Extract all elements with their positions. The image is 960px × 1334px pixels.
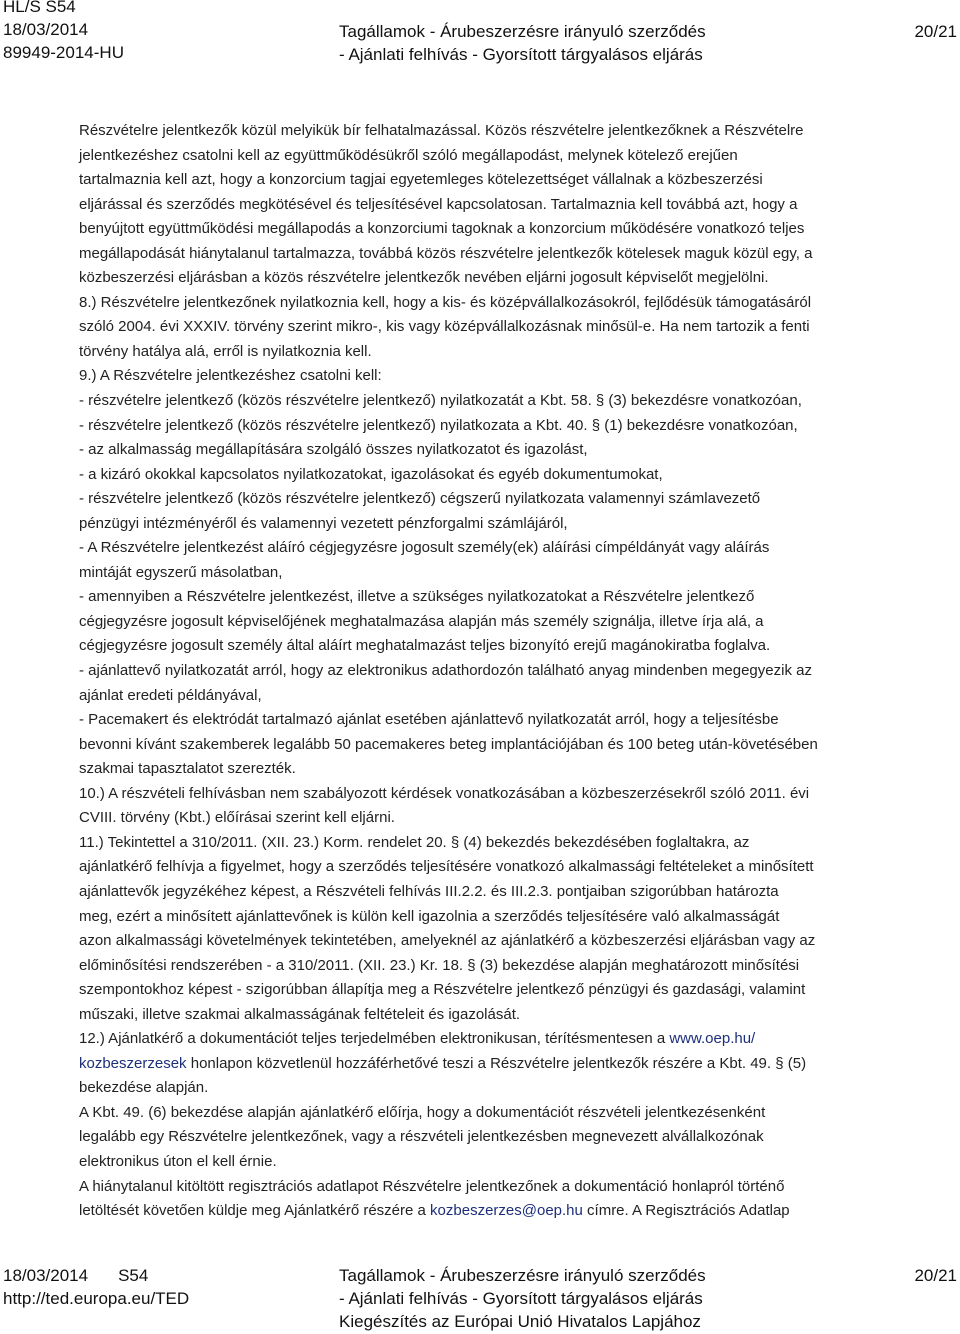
body-line-32: meg, ezért a minősített ajánlattevőnek is külön kell igazolnia a szerződés teljesítésére való alkalmasságát	[79, 907, 780, 925]
email-link[interactable]: kozbeszerzes@oep.hu	[430, 1202, 583, 1220]
link-oep-kozbeszerzesek-cont[interactable]: kozbeszerzesek	[79, 1054, 187, 1072]
header-doc-code: HL/S S54	[3, 0, 76, 16]
body-line-27: 10.) A részvételi felhívásban nem szabályozott kérdések vonatkozásában a közbeszerzésekről szóló 2011. évi	[79, 784, 810, 802]
body-line-36: műszaki, illetve szakmai alkalmasságának feltételeit és igazolását.	[79, 1005, 521, 1023]
body-line-11: - részvételre jelentkező (közös részvételre jelentkező) nyilatkozatát a Kbt. 58. § (3) bekezdésre vonatkozóan,	[79, 392, 802, 410]
body-line-22: - ajánlattevő nyilatkozatát arról, hogy az elektronikus adathordozón található anyag mindenben megegyezik az	[79, 662, 812, 680]
body-line-1: jelentkezéshez csatolni kell az együttműködésükről szóló megállapodást, melynek kötelező erejűen	[79, 146, 738, 164]
footer-page-number: 20/21	[914, 1266, 957, 1285]
document-body	[79, 119, 949, 1224]
body-line-19: - amennyiben a Részvételre jelentkezést, illetve a szükséges nyilatkozatokat a Részvételre jelentkező	[79, 588, 755, 606]
body-line-9: törvény hatálya alá, erről is nyilatkoznia kell.	[79, 342, 372, 360]
body-line-35: szempontokhoz képest - szigorúbban állapítja meg a Részvételre jelentkező pénzügyi és gazdasági, valamint	[79, 981, 806, 999]
body-lines	[79, 119, 949, 1027]
body-line-after-3: elektronikus úton el kell érnie.	[79, 1152, 277, 1170]
body-line-26: szakmai tapasztalatot szerezték.	[79, 760, 296, 778]
body-line-21: cégjegyzésre jogosult személy által aláírt meghatalmazást teljes bizonyító erejű magánokiratba foglalva.	[79, 637, 771, 655]
body-line-16: pénzügyi intézményéről és valamennyi vezetett pénzforgalmi számlájáról,	[79, 514, 568, 532]
body-line-after-4: A hiánytalanul kitöltött regisztrációs adatlapot Részvételre jelentkezőnek a dokumentáció honlapról történő	[79, 1177, 785, 1195]
body-line-10: 9.) A Részvételre jelentkezéshez csatolni kell:	[79, 367, 382, 385]
header-reference: 89949-2014-HU	[3, 43, 124, 62]
body-line-15: - részvételre jelentkező (közös részvételre jelentkező) cégszerű nyilatkozata valamennyi számlavezető	[79, 490, 761, 508]
footer-title-line-1: Tagállamok - Árubeszerzésre irányuló szerződés	[339, 1266, 706, 1285]
body-line-2: tartalmaznia kell azt, hogy a konzorcium tagjai egyetemleges kötelezettséget vállalnak a közbeszerzési	[79, 171, 763, 189]
body-line-3: eljárással és szerződés megkötésével és teljesítésével kapcsolatosan. Tartalmaznia kell továbbá azt, hogy a	[79, 195, 798, 213]
body-line-p12-1: 12.) Ajánlatkérő a dokumentációt teljes terjedelmében elektronikusan, térítésmentesen a www.oep.hu/	[79, 1030, 756, 1048]
body-line-34: előminősítési rendszerében - a 310/2011. (XII. 23.) Kr. 18. § (3) bekezdése alapján meghatározott minősítési	[79, 956, 800, 974]
body-line-29: 11.) Tekintettel a 310/2011. (XII. 23.) Korm. rendelet 20. § (4) bekezdés bekezdésében foglaltakra, az	[79, 833, 750, 851]
header-title-line-1: Tagállamok - Árubeszerzésre irányuló szerződés	[339, 22, 706, 41]
body-line-7: 8.) Részvételre jelentkezőnek nyilatkoznia kell, hogy a kis- és középvállalkozásokról, fejlődésük támogatásáról	[79, 293, 812, 311]
body-line-31: ajánlattevők jegyzékéhez képest, a Részvételi felhívás III.2.2. és III.2.3. pontjaiban szigorúbban határozta	[79, 882, 779, 900]
footer-code: S54	[118, 1266, 149, 1285]
body-line-8: szóló 2004. évi XXXIV. törvény szerint mikro-, kis vagy középvállalkozásnak minősül-e. Ha nem tartozik a fenti	[79, 318, 810, 336]
body-line-23: ajánlat eredeti példányával,	[79, 686, 262, 704]
body-line-4: benyújtott együttműködési megállapodás a konzorciumi tagoknak a konzorcium működésére vonatkozó teljes	[79, 220, 805, 238]
header-page-number: 20/21	[914, 22, 957, 41]
footer-title-line-3: Kiegészítés az Európai Unió Hivatalos Lapjához	[339, 1312, 701, 1331]
body-line-28: CVIII. törvény (Kbt.) előírásai szerint kell eljárni.	[79, 809, 395, 827]
body-line-24: - Pacemakert és elektródát tartalmazó ajánlat esetében ajánlattevő nyilatkozatát arról, hogy a teljesítésbe	[79, 711, 779, 729]
body-line-20: cégjegyzésre jogosult képviselőjének meghatalmazása alapján más személy szignálja, illetve írja alá, a	[79, 612, 764, 630]
body-line-last: letöltését követően küldje meg Ajánlatkérő részére a kozbeszerzes@oep.hu címre. A Regisztrációs Adatlap	[79, 1202, 790, 1220]
body-line-33: azon alkalmassági követelmények tekintetében, amelyeknél az ajánlatkérő a közbeszerzési eljárásban vagy az	[79, 932, 816, 950]
footer-title-block	[339, 1264, 706, 1333]
header-title-block	[339, 20, 706, 66]
body-line-30: ajánlatkérő felhívja a figyelmet, hogy a szerződés teljesítésére vonatkozó alkalmassági feltételeket a minősített	[79, 858, 814, 876]
header-date: 18/03/2014	[3, 20, 89, 39]
body-line-14: - a kizáró okokkal kapcsolatos nyilatkozatokat, igazolásokat és egyéb dokumentumokat,	[79, 465, 663, 483]
body-line-after-2: legalább egy Részvételre jelentkezőnek, vagy a részvételi jelentkezésben megnevezett alvállalkozónak	[79, 1128, 764, 1146]
body-line-12: - részvételre jelentkező (közös részvételre jelentkező) nyilatkozata a Kbt. 40. § (1) bekezdésre vonatkozóan,	[79, 416, 798, 434]
header-left-block	[3, 0, 124, 64]
footer-title-line-2: - Ajánlati felhívás - Gyorsított tárgyalásos eljárás	[339, 1289, 703, 1308]
body-line-0: Részvételre jelentkezők közül melyikük bír felhatalmazással. Közös részvételre jelentkezőknek a Részvételre	[79, 122, 804, 139]
body-line-p12-2: kozbeszerzesek honlapon közvetlenül hozzáférhetővé teszi a Részvételre jelentkezők részére a Kbt. 49. § (5)	[79, 1054, 807, 1072]
body-line-18: mintáját egyszerű másolatban,	[79, 563, 283, 581]
body-line-6: közbeszerzési eljárásban a közös részvételre jelentkezők nevében eljárni jogosult képviselőt megjelölni.	[79, 269, 769, 287]
header-title-line-2: - Ajánlati felhívás - Gyorsított tárgyalásos eljárás	[339, 45, 703, 64]
footer-date: 18/03/2014	[3, 1266, 89, 1285]
body-line-17: - A Részvételre jelentkezést aláíró cégjegyzésre jogosult személy(ek) aláírási címpéldányát vagy aláírás	[79, 539, 770, 557]
footer-url: http://ted.europa.eu/TED	[3, 1289, 190, 1308]
body-line-after-0: bekezdése alapján.	[79, 1079, 209, 1097]
body-lines-after	[79, 1076, 949, 1199]
body-line-after-1: A Kbt. 49. (6) bekezdése alapján ajánlatkérő előírja, hogy a dokumentációt részvételi jelentkezésenként	[79, 1103, 766, 1121]
footer-left-block	[3, 1264, 189, 1310]
body-line-25: bevonni kívánt szakemberek legalább 50 pacemakeres beteg implantációjában és 100 beteg után-követésében	[79, 735, 818, 753]
link-oep-kozbeszerzesek[interactable]: www.oep.hu/	[669, 1030, 756, 1048]
body-line-13: - az alkalmasság megállapítására szolgáló összes nyilatkozatot és igazolást,	[79, 441, 588, 459]
body-line-5: megállapodását hiánytalanul tartalmazza, továbbá közös részvételre jelentkezők kötelesek maguk közül egy, a	[79, 244, 813, 262]
